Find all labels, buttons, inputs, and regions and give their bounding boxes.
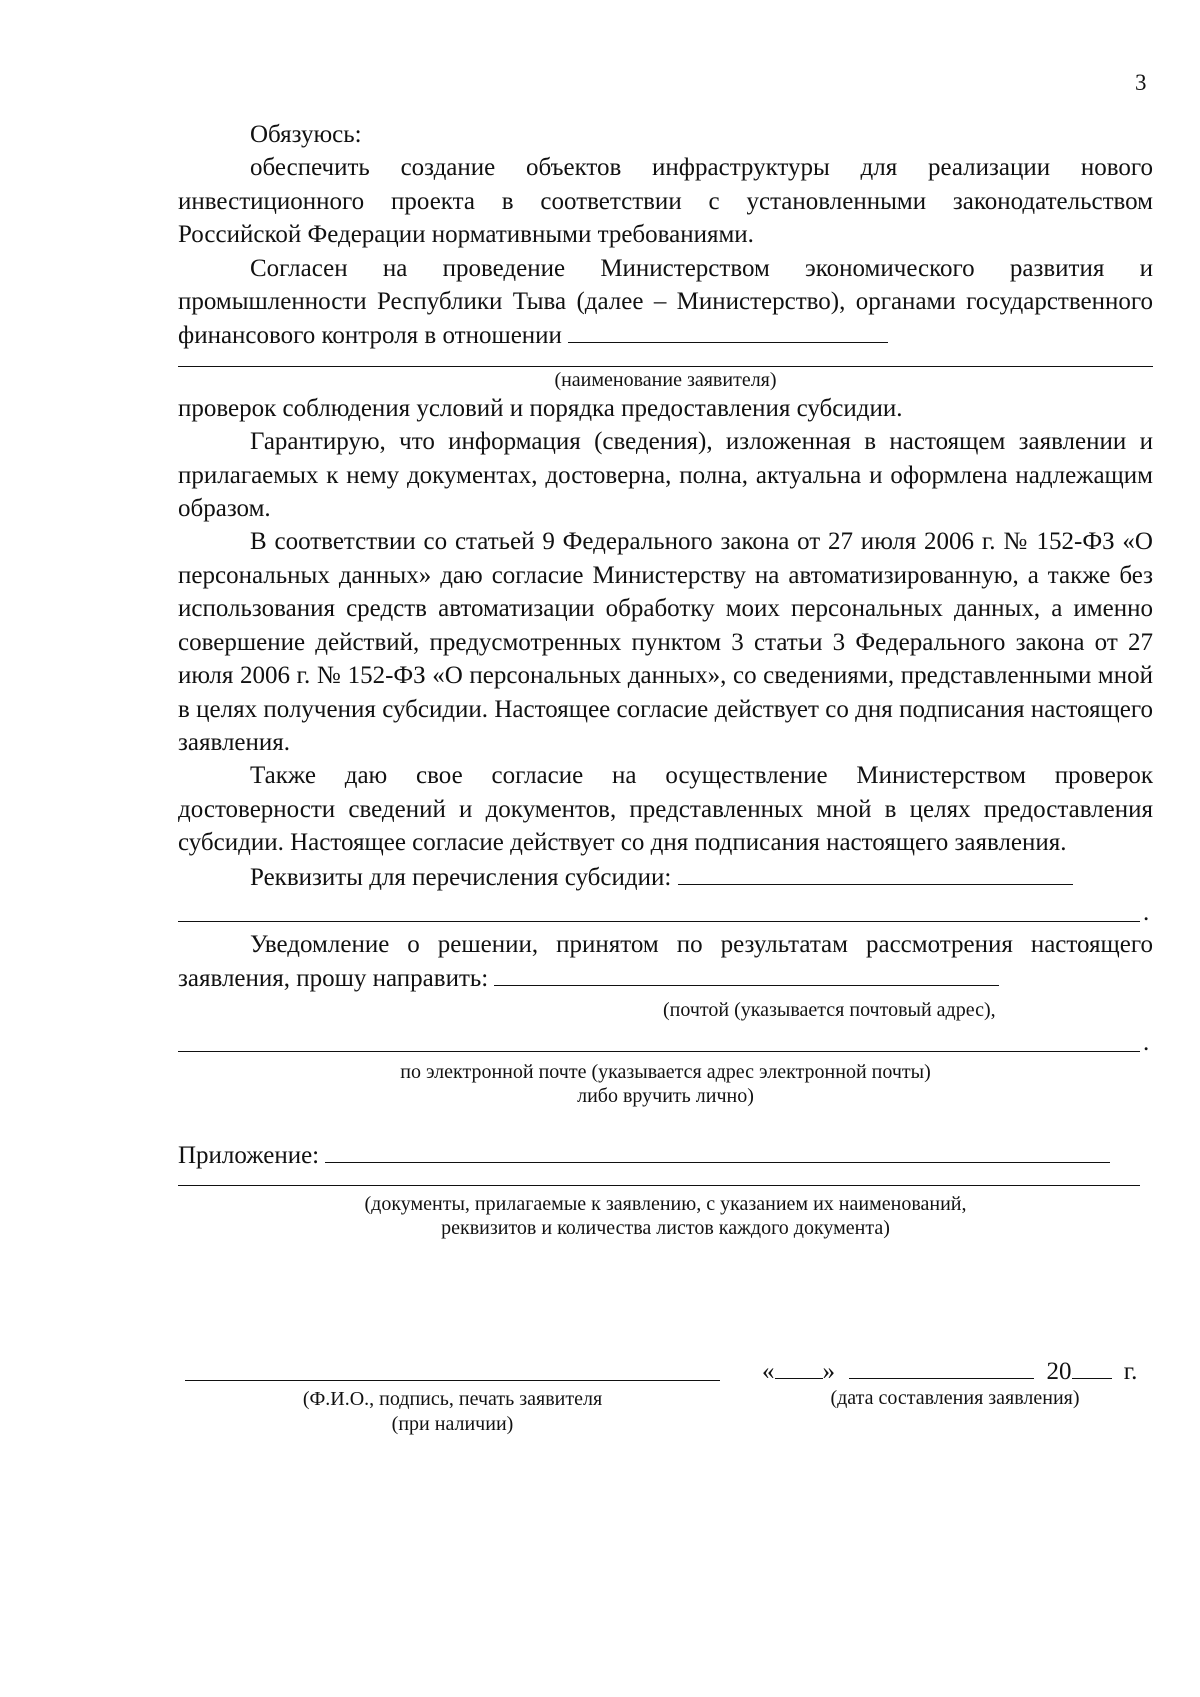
notice-line-dot: . [1143, 1028, 1150, 1056]
date-close-quote: » [822, 1358, 835, 1385]
signature-line[interactable] [185, 1380, 720, 1381]
notice-paragraph [178, 928, 1153, 996]
notice-caption-1: (почтой (указывается почтовый адрес), [663, 998, 996, 1021]
applicant-caption: (наименование заявителя) [554, 368, 777, 391]
document-body [178, 118, 1153, 1240]
undertake-paragraph: обеспечить создание объектов инфраструктуры для реализации нового инвестиционного проекта в соответствии с установленными законодательством Российской Федерации нормативными требованиями. [178, 154, 1153, 249]
notice-line-row [178, 1022, 1153, 1056]
verification-paragraph: Также даю свое согласие на осуществление Министерством проверок достоверности сведений и документов, представленных мной в целях предоставления субсидии. Настоящее согласие действует со дня подписания настоящего заявления. [178, 762, 1153, 857]
attachment-caption-1: (документы, прилагаемые к заявлению, с указанием их наименований, [364, 1193, 967, 1216]
undertake-heading: Обязуюсь: [250, 121, 362, 148]
requisites-line-dot: . [1143, 898, 1150, 926]
notice-text: Уведомление о решении, принятом по результатам рассмотрения настоящего заявления, прошу направить: [178, 930, 1153, 993]
notice-caption-2: по электронной почте (указывается адрес электронной почты) [400, 1060, 931, 1083]
notice-address-field[interactable] [494, 961, 999, 986]
attachment-field[interactable] [325, 1138, 1110, 1163]
consent-check-tail: проверок соблюдения условий и порядка предоставления субсидии. [178, 394, 903, 422]
personal-data-paragraph: В соответствии со статьей 9 Федерального закона от 27 июля 2006 г. № 152-ФЗ «О персональных данных» даю согласие Министерству на автоматизированную, а также без использования средств автоматизации обработку моих персональных данных, а именно совершение действий, предусмотренных пунктом 3 статьи 3 Федерального закона от 27 июля 2006 г. № 152-ФЗ «О персональных данных», со сведениями, представленными мной в целях получения субсидии. Настоящее согласие действует со дня подписания настоящего заявления. [178, 528, 1153, 756]
consent-check-paragraph [178, 252, 1153, 353]
guarantee-paragraph: Гарантирую, что информация (сведения), изложенная в настоящем заявлении и прилагаемых к нему документах, достоверна, полна, актуальна и оформлена надлежащим образом. [178, 428, 1153, 523]
attachment-caption-2: реквизитов и количества листов каждого документа) [441, 1217, 890, 1240]
requisites-paragraph [178, 860, 1153, 894]
consent-check-text: Согласен на проведение Министерством экономического развития и промышленности Республики Тыва (далее – Министерство), органами государственного финансового контроля в отношении [178, 254, 1153, 350]
date-caption: (дата составления заявления) [830, 1387, 1080, 1409]
requisites-line[interactable] [178, 920, 1140, 922]
date-month-field[interactable] [849, 1354, 1034, 1379]
requisites-label: Реквизиты для перечисления субсидии: [250, 863, 672, 891]
signature-caption-2: (при наличии) [391, 1413, 514, 1435]
applicant-name-line[interactable] [178, 365, 1153, 367]
attachment-row [178, 1138, 1153, 1172]
date-open-quote: « [762, 1358, 775, 1385]
attachment-line-2[interactable] [178, 1184, 1140, 1186]
page-number: 3 [1135, 70, 1147, 95]
date-row [762, 1354, 1137, 1386]
applicant-name-field[interactable] [568, 318, 888, 343]
requisites-field[interactable] [678, 860, 1073, 885]
date-year-field[interactable] [1072, 1354, 1112, 1379]
notice-email-line[interactable] [178, 1050, 1140, 1052]
date-year-suffix: г. [1123, 1358, 1138, 1385]
notice-caption-3: либо вручить лично) [577, 1084, 754, 1107]
requisites-line-row [178, 894, 1153, 924]
date-year-prefix: 20 [1046, 1358, 1072, 1385]
attachment-label: Приложение: [178, 1141, 320, 1169]
date-day-field[interactable] [775, 1354, 823, 1379]
signature-caption-1: (Ф.И.О., подпись, печать заявителя [302, 1388, 603, 1410]
